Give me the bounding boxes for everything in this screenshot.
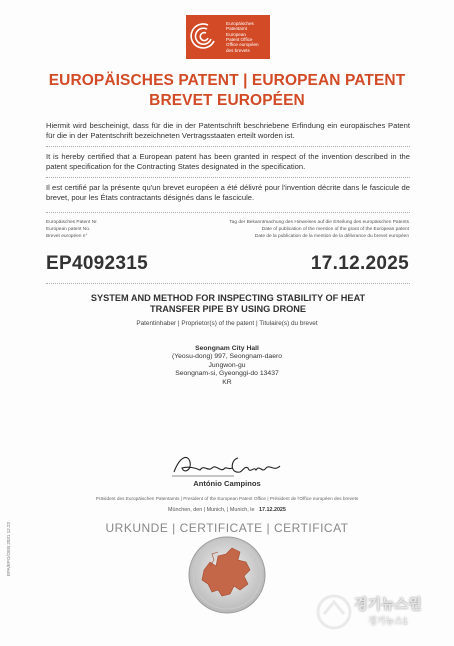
logo-text-6: des brevets <box>226 47 250 53</box>
invention-title-line1: SYSTEM AND METHOD FOR INSPECTING STABILITY OF HEAT <box>90 293 366 303</box>
divider <box>46 283 410 284</box>
certificate-heading: URKUNDE | CERTIFICATE | CERTIFICAT <box>105 521 349 535</box>
paragraph-french: Il est certifié par la présente qu'un brevet européen a été délivré pour l'invention décrite dans le fascicule de brevet, pour les États contractants désignés dans le fascicule. <box>46 183 410 203</box>
holder-name: Seongnam City Hall <box>195 345 259 352</box>
divider <box>46 212 410 213</box>
certificate-title-line2: BREVET EUROPÉEN <box>149 92 305 109</box>
logo-text-4: Patent Office <box>226 37 253 42</box>
watermark-text-2: 경기뉴스1 <box>368 616 408 626</box>
holder-country: KR <box>222 378 232 386</box>
logo-text-3: European <box>226 31 246 37</box>
signature-image <box>170 450 284 480</box>
label-left-de: Europäisches Patent Nr. <box>46 220 98 225</box>
date-labels <box>229 219 409 241</box>
signatory-name: António Campinos <box>193 479 261 488</box>
watermark <box>314 590 446 634</box>
divider <box>46 177 410 178</box>
document-code: EPA/EPO/OEB 2031 12.22 <box>6 522 11 576</box>
logo-text-5: Office européen <box>226 42 259 48</box>
holder-address1: (Yeosu-dong) 997, Seongnam-daero <box>171 353 283 361</box>
epo-logo <box>186 15 270 59</box>
logo-text-1: Europäisches <box>226 20 254 26</box>
president-line: Präsident des Europäischen Patentamts | President of the European Patent Office | Président de l'Office européen des brevets <box>95 496 359 501</box>
proprietor-label: Patentinhaber | Proprietor(s) of the patent | Titulaire(s) du brevet <box>136 320 318 327</box>
place-date: 17.12.2025 <box>258 507 286 513</box>
paragraph-german: Hiermit wird bescheinigt, dass für die in der Patentschrift beschriebene Erfindung ein europäisches Patent für die in der Patentschrift bezeichneten Vertragsstaaten erteilt worden ist. <box>46 121 410 141</box>
place-text: München, den | Munich, | Munich, le <box>168 507 255 513</box>
holder-address2: Jungwon-gu <box>208 361 246 369</box>
label-right-fr: Date de la publication de la mention de la délivrance du brevet européen <box>254 234 409 240</box>
label-left-en: European patent No. <box>46 227 91 233</box>
label-right-en: Date of publication of the mention of the grant of the European patent <box>261 227 409 233</box>
logo-text-2: Patentamt <box>226 26 247 32</box>
place-date-line <box>0 507 454 513</box>
holder-address3: Seongnam-si, Gyeonggi-do 13437 <box>175 370 279 378</box>
label-left-fr: Brevet européen n° <box>46 234 88 240</box>
publication-date: 17.12.2025 <box>310 253 409 274</box>
watermark-text-1: 경기뉴스원 <box>354 596 422 612</box>
divider <box>46 146 410 147</box>
paragraph-english: It is hereby certified that a European patent has been granted in respect of the invention described in the patent specification for the Contracting States designated in the specification. <box>46 152 410 172</box>
certificate-title-line1: EUROPÄISCHES PATENT | EUROPEAN PATENT <box>48 72 406 89</box>
label-right-de: Tag der Bekanntmachung des Hinweises auf die Erteilung des europäischen Patents <box>229 220 409 225</box>
invention-title-line2: TRANSFER PIPE BY USING DRONE <box>149 304 307 314</box>
epo-swirl-icon <box>186 15 224 59</box>
holder-block <box>0 345 454 387</box>
watermark-logo-icon <box>314 592 354 632</box>
patent-number: EP4092315 <box>46 253 149 274</box>
patent-number-labels <box>46 219 98 241</box>
europe-seal-icon <box>188 536 266 614</box>
